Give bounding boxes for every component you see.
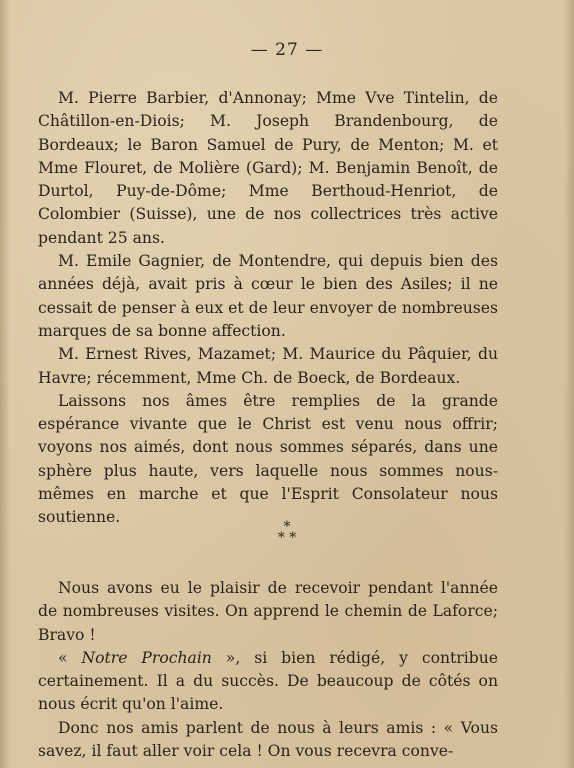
paragraph: M. Emile Gagnier, de Montendre, qui depuis bien des années déjà, avait pris à cœur le bien des Asiles; il ne cessait de penser à eux et de leur envoyer de nombreuses marques de sa bonne affection. — [38, 252, 498, 340]
page-number: — 27 — — [250, 40, 324, 60]
paragraph — [38, 647, 498, 717]
paragraph: Donc nos amis parlent de nous à leurs amis : « Vous savez, il faut aller voir cela ! On vous recevra conve- — [38, 718, 498, 761]
text-block-top — [38, 87, 498, 530]
page-edge-right — [564, 0, 574, 768]
page-edge-left — [0, 0, 10, 768]
separator-glyphs: * * * — [277, 519, 297, 546]
text-block-bottom — [38, 577, 498, 763]
paragraph: M. Pierre Barbier, d'Annonay; Mme Vve Tintelin, de Châtillon-en-Diois; M. Joseph Brandenbourg, de Bordeaux; le Baron Samuel de Pury, de Menton; M. et Mme Flouret, de Molière (Gard); M. Benjamin Benoît, de Durtol, Puy-de-Dôme; Mme Berthoud-Henriot, de Colombier (Suisse), une de nos collectrices très active pendant 25 ans. — [38, 89, 498, 247]
paragraph-text: », si bien rédigé, y contribue certainement. Il a du succès. De beaucoup de côtés on nous écrit qu'on l'aime. — [38, 648, 498, 714]
paragraph: M. Ernest Rives, Mazamet; M. Maurice du Pâquier, du Havre; récemment, Mme Ch. de Boeck, de Bordeaux. — [38, 345, 498, 387]
publication-title: Notre Prochain — [81, 648, 212, 667]
section-separator — [0, 519, 574, 546]
paragraph: Nous avons eu le plaisir de recevoir pendant l'année de nombreuses visites. On apprend le chemin de Laforce; Bravo ! — [38, 579, 498, 644]
quote-open: « — [58, 648, 82, 667]
paragraph: Laissons nos âmes être remplies de la grande espérance vivante que le Christ est venu nous offrir; voyons nos aimés, dont nous sommes séparés, dans une sphère plus haute, vers laquelle nous sommes nous-mêmes en marche et que l'Esprit Consolateur nous soutienne. — [38, 391, 498, 527]
